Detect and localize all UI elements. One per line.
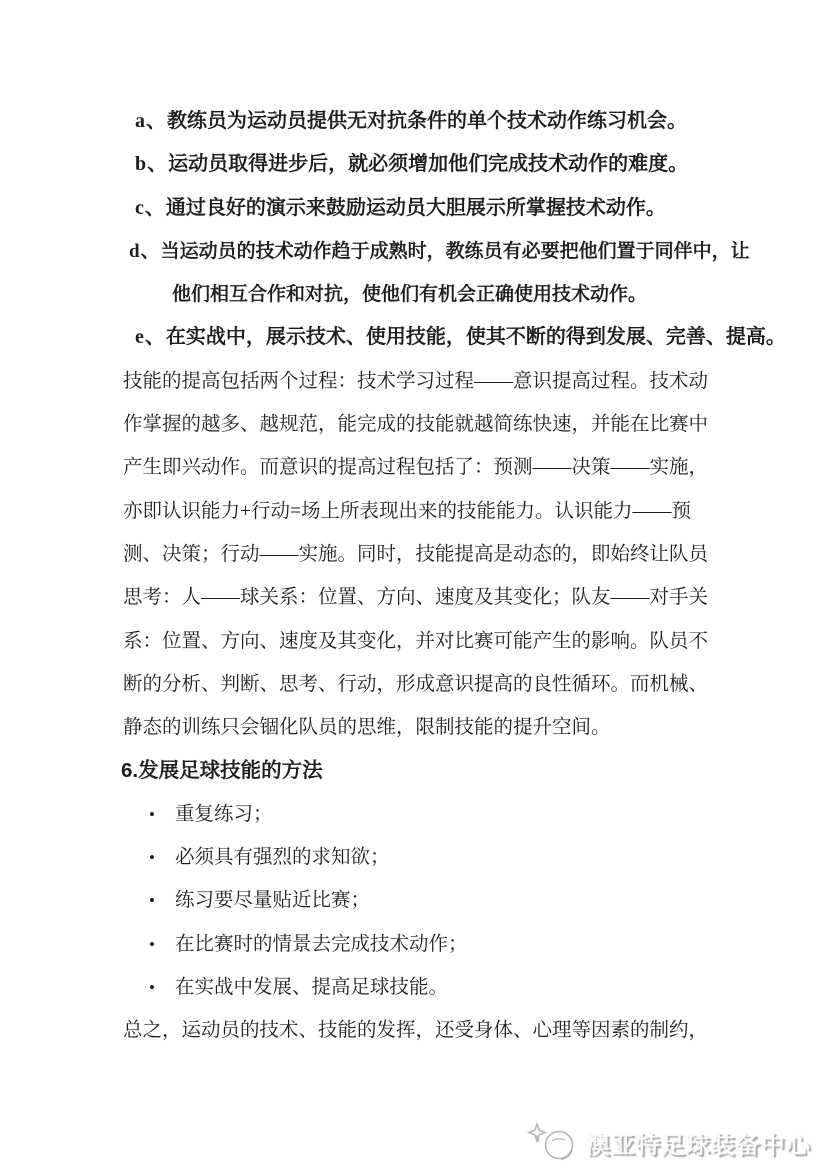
bullet-item bbox=[0, 793, 827, 836]
item-label: a、 bbox=[135, 110, 167, 132]
bullet-text: 重复练习； bbox=[175, 803, 273, 825]
bullet-text: 在比赛时的情景去完成技术动作； bbox=[175, 933, 468, 955]
bullet-dot-icon: • bbox=[149, 848, 155, 868]
bullet-dot-icon: • bbox=[149, 977, 155, 997]
paragraph-line: 技能的提高包括两个过程：技术学习过程——意识提高过程。技术动 bbox=[123, 370, 709, 392]
item-text: 通过良好的演示来鼓励运动员大胆展示所掌握技术动作。 bbox=[165, 196, 666, 219]
bullet-item bbox=[0, 966, 827, 1009]
lettered-item-e bbox=[0, 316, 827, 359]
sparkle-and-ball-logo-icon bbox=[527, 1121, 579, 1163]
bullet-text: 在实战中发展、提高足球技能。 bbox=[175, 976, 449, 998]
item-text: 运动员取得进步后，就必须增加他们完成技术动作的难度。 bbox=[168, 153, 689, 176]
bullet-item bbox=[0, 879, 827, 922]
paragraph-line: 系：位置、方向、速度及其变化，并对比赛可能产生的影响。队员不 bbox=[123, 630, 709, 652]
paragraph-line: 产生即兴动作。而意识的提高过程包括了：预测——决策——实施， bbox=[123, 457, 709, 479]
item-text: 当运动员的技术动作趋于成熟时，教练员有必要把他们置于同伴中，让 bbox=[160, 240, 750, 262]
lettered-item-a bbox=[0, 100, 827, 143]
lettered-item-b bbox=[0, 143, 827, 186]
closing-line: 总之，运动员的技术、技能的发挥，还受身体、心理等因素的制约， bbox=[123, 1020, 709, 1042]
item-label: d、 bbox=[129, 240, 161, 262]
bullet-item bbox=[0, 836, 827, 879]
section-heading: 6.发展足球技能的方法 bbox=[121, 759, 323, 783]
bullet-dot-icon: • bbox=[149, 891, 155, 911]
brand-watermark bbox=[527, 1121, 811, 1163]
paragraph-line: 测、决策；行动——实施。同时，技能提高是动态的，即始终让队员 bbox=[123, 543, 709, 565]
bullet-text: 练习要尽量贴近比赛； bbox=[175, 890, 371, 912]
bullet-text: 必须具有强烈的求知欲； bbox=[175, 847, 390, 869]
bullet-dot-icon: • bbox=[149, 804, 155, 824]
paragraph-line: 思考：人——球关系：位置、方向、速度及其变化；队友——对手关 bbox=[123, 587, 709, 609]
item-label: b、 bbox=[135, 153, 169, 176]
bullet-item bbox=[0, 923, 827, 966]
item-label: c、 bbox=[135, 196, 166, 219]
lettered-item-c bbox=[0, 187, 827, 230]
paragraph-line: 断的分析、判断、思考、行动，形成意识提高的良性循环。而机械、 bbox=[123, 673, 709, 695]
lettered-item-d bbox=[0, 230, 827, 273]
item-text: 他们相互合作和对抗，使他们有机会正确使用技术动作。 bbox=[172, 284, 648, 306]
brand-name: 澳亚特足球装备中心 bbox=[586, 1131, 811, 1159]
paragraph-line: 静态的训练只会锢化队员的思维，限制技能的提升空间。 bbox=[123, 717, 611, 739]
lettered-item-d-continued bbox=[0, 273, 827, 316]
paragraph-line: 作掌握的越多、越规范，能完成的技能就越简练快速，并能在比赛中 bbox=[123, 414, 709, 436]
item-text: 在实战中，展示技术、使用技能，使其不断的得到发展、完善、提高。 bbox=[165, 326, 786, 349]
bullet-dot-icon: • bbox=[149, 934, 155, 954]
item-label: e、 bbox=[135, 326, 166, 349]
item-text: 教练员为运动员提供无对抗条件的单个技术动作练习机会。 bbox=[167, 110, 687, 132]
paragraph-line: 亦即认识能力+行动=场上所表现出来的技能能力。认识能力——预 bbox=[123, 500, 691, 522]
